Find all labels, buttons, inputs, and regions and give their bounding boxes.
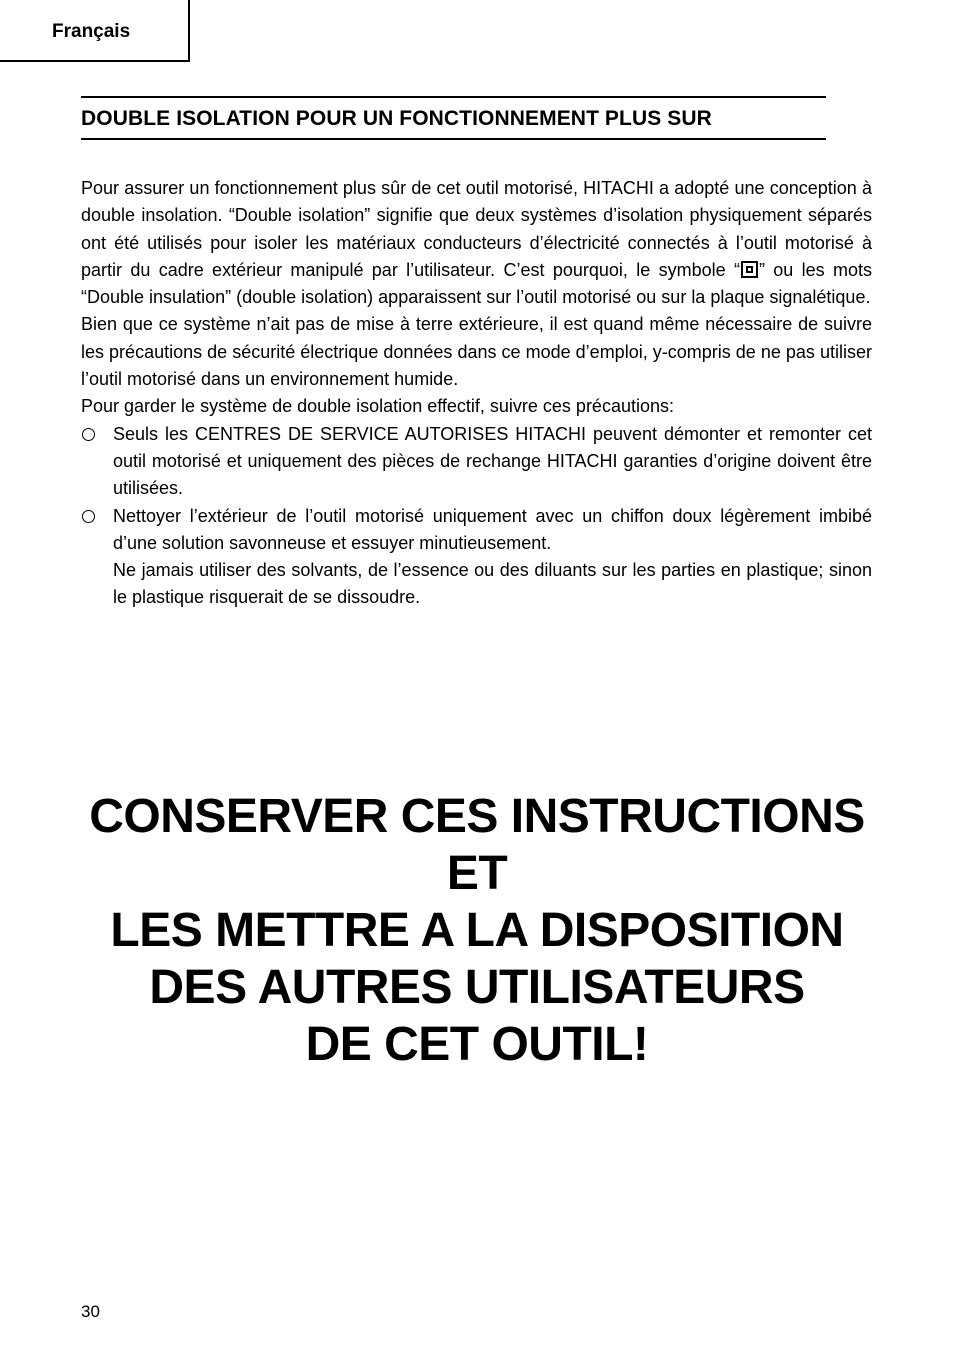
notice-line: ET <box>446 847 508 900</box>
list-item-text: Nettoyer l’extérieur de l’outil motorisé uniquement avec un chiffon doux légèrement imbibé d’une solution savonneuse et essuyer minutieusement. <box>113 505 872 553</box>
list-item-text: Ne jamais utiliser des solvants, de l’essence ou des diluants sur les parties en plastique; sinon le plastique risquerait de se dissoudre. <box>113 560 872 608</box>
language-tab <box>0 0 190 62</box>
circle-bullet-icon <box>82 510 95 523</box>
double-insulation-symbol-icon <box>741 261 758 278</box>
paragraph-text: ” ou les mots “Double insulation” (double isolation) apparaissent sur l’outil motorisé ou sur la plaque signalétique. <box>81 259 872 308</box>
notice-line: DE CET OUTIL! <box>305 1018 649 1071</box>
notice-line: CONSERVER CES INSTRUCTIONS <box>89 790 865 843</box>
paragraph-double-insulation <box>81 175 872 311</box>
body-text <box>81 175 872 612</box>
list-item <box>81 421 872 503</box>
paragraph-text: Pour assurer un fonctionnement plus sûr de cet outil motorisé, HITACHI a adopté une conception à double insolation. “Double isolation” signifie que deux systèmes d’isolation physiquement séparés ont été utilisés pour isoler les matériaux conducteurs d’électricité connectés à l’outil motorisé à partir du cadre extérieur manipulé par l’utilisateur. C’est pourquoi, le symbole “ <box>81 178 872 280</box>
page-number: 30 <box>81 1302 100 1321</box>
section-title: DOUBLE ISOLATION POUR UN FONCTIONNEMENT PLUS SUR <box>81 107 712 130</box>
circle-bullet-icon <box>82 428 95 441</box>
precautions-list <box>81 421 872 612</box>
paragraph-precautions-intro: Pour garder le système de double isolation effectif, suivre ces précautions: <box>81 396 674 417</box>
list-item <box>81 503 872 612</box>
section-header <box>81 96 826 140</box>
paragraph-grounding: Bien que ce système n’ait pas de mise à terre extérieure, il est quand même nécessaire de suivre les précautions de sécurité électrique données dans ce mode d’emploi, y-compris de ne pas utiliser l’outil motorisé dans un environnement humide. <box>81 314 872 390</box>
save-instructions-notice <box>0 788 954 1073</box>
language-label: Français <box>52 21 131 42</box>
notice-line: LES METTRE A LA DISPOSITION <box>110 904 844 957</box>
notice-line: DES AUTRES UTILISATEURS <box>149 961 805 1014</box>
list-item-text: Seuls les CENTRES DE SERVICE AUTORISES HITACHI peuvent démonter et remonter cet outil motorisé et uniquement des pièces de rechange HITACHI garanties d’origine doivent être utilisées. <box>113 423 872 499</box>
